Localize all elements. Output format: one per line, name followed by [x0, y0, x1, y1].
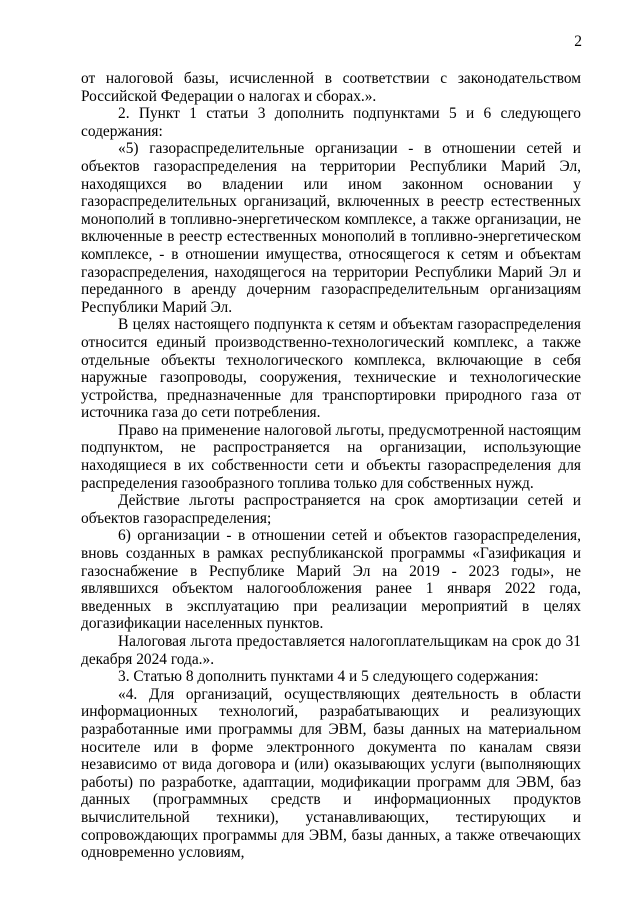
paragraph-6: Действие льготы распространяется на срок амортизации сетей и объектов газораспределения;: [81, 492, 581, 527]
paragraph-2: 2. Пункт 1 статьи 3 дополнить подпунктами 5 и 6 следующего содержания:: [81, 105, 581, 140]
page-number: 2: [574, 33, 582, 50]
paragraph-7: 6) организации - в отношении сетей и объектов газораспределения, вновь созданных в рамках республиканской программы «Газификация и газоснабжение в Республике Марий Эл на 2019 - 2023 годы», не являвшихся объектом налогообложения ранее 1 января 2022 года, введенных в эксплуатацию при реализации мероприятий в целях догазификации населенных пунктов.: [81, 527, 581, 633]
paragraph-10: «4. Для организаций, осуществляющих деятельность в области информационных технологий, разрабатывающих и реализующих разработанные ими программы для ЭВМ, базы данных на материальном носителе или в форме электронного документа по каналам связи независимо от вида договора и (или) оказывающих услуги (выполняющих работы) по разработке, адаптации, модификации программ для ЭВМ, баз данных (программных средств и информационных продуктов вычислительной техники), устанавливающих, тестирующих и сопровождающих программы для ЭВМ, базы данных, а также отвечающих одновременно условиям,: [81, 685, 581, 862]
paragraph-8: Налоговая льгота предоставляется налогоплательщикам на срок до 31 декабря 2024 года.».: [81, 633, 581, 668]
paragraph-4: В целях настоящего подпункта к сетям и объектам газораспределения относится единый производственно-технологический комплекс, а также отдельные объекты технологического комплекса, включающие в себя наружные газопроводы, сооружения, технические и технологические устройства, предназначенные для транспортировки природного газа от источника газа до сети потребления.: [81, 316, 581, 422]
paragraph-3: «5) газораспределительные организации - в отношении сетей и объектов газораспределения на территории Республики Марий Эл, находящихся во владении или ином законном основании у газораспределительных организаций, включенных в реестр естественных монополий в топливно-энергетическом комплексе, а также организации, не включенные в реестр естественных монополий в топливно-энергетическом комплексе, - в отношении имущества, относящегося к сетям и объектам газораспределения, находящегося на территории Республики Марий Эл и переданного в аренду дочерним газораспределительным организациям Республики Марий Эл.: [81, 140, 581, 316]
paragraph-5: Право на применение налоговой льготы, предусмотренной настоящим подпунктом, не распространяется на организации, использующие находящиеся в их собственности сети и объекты газораспределения для распределения газообразного топлива только для собственных нужд.: [81, 421, 581, 492]
paragraph-1: от налоговой базы, исчисленной в соответствии с законодательством Российской Федерации о налогах и сборах.».: [81, 70, 581, 105]
document-body: [81, 70, 581, 862]
paragraph-9: 3. Статью 8 дополнить пунктами 4 и 5 следующего содержания:: [118, 668, 539, 686]
